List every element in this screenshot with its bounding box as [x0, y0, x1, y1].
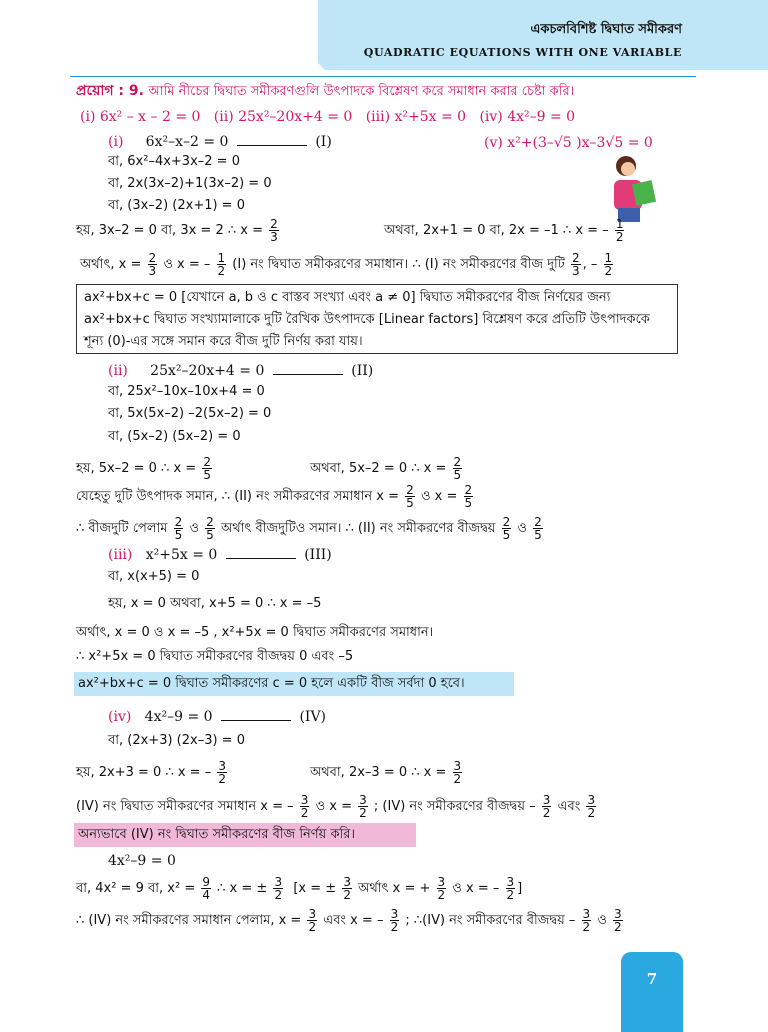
alt-step-1: 4x²–9 = 0: [108, 853, 176, 869]
fraction: $\frac{3}{2}$: [614, 907, 622, 934]
part-iii-solution: অর্থাৎ, x = 0 ও x = –5 , x²+5x = 0 দ্বিঘাত সমীকরণের সমাধান।: [76, 625, 434, 640]
fraction: $\frac{3}{2}$: [390, 907, 399, 934]
theory-line: ax²+bx+c দ্বিঘাত সংখ্যামালাকে দুটি রৈখিক উৎপাদকে [Linear factors] বিশ্লেষণ করে প্রতিটি উৎপাদককে: [84, 312, 650, 327]
fraction: $\frac{2}{3}$: [270, 217, 278, 244]
part-i-solution: [80, 252, 615, 277]
fraction: $\frac{3}{2}$: [218, 759, 226, 786]
alt-text: ও x = –: [452, 881, 500, 896]
reading-child-illustration: [600, 152, 664, 224]
c-zero-rule: ax²+bx+c = 0 দ্বিঘাত সমীকরণের c = 0 হলে একটি বীজ সর্বদা 0 হবে।: [78, 676, 465, 691]
alt-text: অর্থাৎ x = +: [358, 881, 431, 896]
case-text: অথবা, 5x–2 = 0 ∴ x =: [310, 461, 447, 476]
fraction: $\frac{3}{2}$: [308, 907, 317, 934]
alt-step-2: [76, 876, 522, 901]
alt-method-heading: অন্যভাবে (IV) নং দ্বিঘাত সমীকরণের বীজ নির্ণয় করি।: [78, 827, 356, 842]
part-i-eq: 6x²–x–2 = 0: [145, 134, 229, 150]
alt-text: ]: [517, 881, 523, 896]
sol-text: এবং: [557, 799, 581, 814]
fraction: $\frac{3}{2}$: [582, 907, 591, 934]
blank-line: [221, 710, 291, 721]
fraction: $\frac{3}{2}$: [587, 793, 596, 820]
problem-item: (i) 6x² – x – 2 = 0: [80, 109, 201, 125]
part-ii-label: (ii): [108, 363, 128, 379]
problem-item-v: (v) x²+(3–√5 )x–3√5 = 0: [484, 135, 653, 151]
sol-text: ও x = –: [163, 257, 211, 272]
part-ii-case2: [310, 456, 464, 481]
fraction: $\frac{2}{5}$: [453, 455, 462, 482]
fraction: $\frac{3}{2}$: [343, 875, 351, 902]
part-i-label: (i): [108, 134, 124, 150]
problem-item: (ii) 25x²–20x+4 = 0: [213, 109, 353, 125]
problem-heading: [76, 82, 574, 101]
alt-text: বা, 4x² = 9 বা, x² =: [76, 881, 196, 896]
fraction: $\frac{3}{2}$: [274, 875, 283, 902]
part-i-equation: [108, 133, 332, 151]
problem-item: (iii) x²+5x = 0: [365, 109, 467, 125]
part-iv-label: (iv): [108, 709, 132, 725]
part-iii-roots: ∴ x²+5x = 0 দ্বিঘাত সমীকরণের বীজদ্বয় 0 এবং –5: [76, 649, 354, 664]
alt-text: [x = ±: [293, 881, 337, 896]
fin-text: ও: [597, 913, 607, 928]
blank-line: [237, 135, 307, 146]
fraction: $\frac{3}{2}$: [437, 875, 446, 902]
fraction: $\frac{3}{2}$: [542, 793, 551, 820]
fraction: $\frac{3}{2}$: [300, 793, 309, 820]
part-ii-note2: [76, 516, 545, 541]
page-number-tab: [621, 952, 683, 1032]
case-text: হয়, 2x+3 = 0 ∴ x = –: [76, 765, 212, 780]
part-i-case1: [76, 218, 281, 243]
chapter-title-english: QUADRATIC EQUATIONS WITH ONE VARIABLE: [363, 46, 682, 59]
sol-text: (I) নং দ্বিঘাত সমীকরণের সমাধান। ∴ (I) নং সমীকরণের বীজ দুটি: [232, 257, 565, 272]
note-text: ∴ বীজদুটি পেলাম: [76, 521, 168, 536]
fraction: $\frac{3}{2}$: [506, 875, 515, 902]
fraction: $\frac{2}{5}$: [206, 515, 214, 542]
part-iv-solution: [76, 794, 598, 819]
header-diagonal: [255, 0, 325, 70]
part-ii-step: বা, 25x²–10x–10x+4 = 0: [108, 384, 265, 399]
part-iv-final: [76, 908, 625, 933]
sol-text: ; (IV) নং সমীকরণের বীজদ্বয় –: [373, 799, 536, 814]
note-text: ও x =: [420, 489, 458, 504]
part-i-step: বা, 2x(3x–2)+1(3x–2) = 0: [108, 176, 272, 191]
fraction: $\frac{2}{5}$: [174, 515, 183, 542]
blank-line: [226, 548, 296, 559]
part-iii-label: (iii): [108, 547, 133, 563]
part-iv-step: বা, (2x+3) (2x–3) = 0: [108, 733, 245, 748]
part-iii-step: বা, x(x+5) = 0: [108, 569, 200, 584]
theory-line: ax²+bx+c = 0 [যেখানে a, b ও c বাস্তব সংখ্যা এবং a ≠ 0] দ্বিঘাত সমীকরণের বীজ নির্ণয়ের জন্য: [84, 290, 611, 305]
fraction: $\frac{1}{2}$: [604, 251, 613, 278]
part-i-tag: (I): [315, 134, 332, 150]
part-i-step: বা, 6x²–4x+3x–2 = 0: [108, 154, 240, 169]
fraction: $\frac{2}{5}$: [502, 515, 511, 542]
part-iv-eq: 4x²–9 = 0: [144, 709, 213, 725]
part-ii-step: বা, 5x(5x–2) –2(5x–2) = 0: [108, 406, 272, 421]
part-iv-tag: (IV): [299, 709, 327, 725]
part-ii-step: বা, (5x–2) (5x–2) = 0: [108, 429, 241, 444]
sol-text: (IV) নং দ্বিঘাত সমীকরণের সমাধান x = –: [76, 799, 294, 814]
part-iii-cases: হয়, x = 0 অথবা, x+5 = 0 ∴ x = –5: [108, 596, 322, 611]
part-ii-tag: (II): [351, 363, 374, 379]
fraction: $\frac{2}{5}$: [406, 483, 414, 510]
fraction: $\frac{3}{2}$: [359, 793, 367, 820]
part-iv-case1: [76, 760, 229, 785]
part-iii-tag: (III): [304, 547, 332, 563]
note-text: যেহেতু দুটি উৎপাদক সমান, ∴ (II) নং সমীকরণের সমাধান x =: [76, 489, 400, 504]
page-number: 7: [646, 970, 658, 988]
part-ii-eq: 25x²–20x+4 = 0: [150, 363, 265, 379]
alt-text: ∴ x = ±: [217, 881, 268, 896]
blank-line: [273, 364, 343, 375]
fin-text: ∴ (IV) নং সমীকরণের সমাধান পেলাম, x =: [76, 913, 302, 928]
fin-text: ; ∴(IV) নং সমীকরণের বীজদ্বয় –: [405, 913, 576, 928]
part-i-case2: [384, 218, 626, 243]
note-text: অর্থাৎ বীজদুটিও সমান। ∴ (II) নং সমীকরণের বীজদ্বয়: [220, 521, 496, 536]
fraction: $\frac{9}{4}$: [202, 875, 210, 902]
case-text: অথবা, 2x–3 = 0 ∴ x =: [310, 765, 447, 780]
part-ii-equation: [108, 362, 373, 380]
fraction: $\frac{1}{2}$: [217, 251, 226, 278]
fin-text: এবং x = –: [323, 913, 384, 928]
chapter-title-bengali: একচলবিশিষ্ট দ্বিঘাত সমীকরণ: [530, 22, 682, 37]
fraction: $\frac{2}{5}$: [203, 455, 211, 482]
case-text: হয়, 3x–2 = 0 বা, 3x = 2 ∴ x =: [76, 223, 263, 238]
part-ii-case1: [76, 456, 214, 481]
part-iii-equation: [108, 546, 332, 564]
note-text: ও: [517, 521, 527, 536]
problem-label: প্রয়োগ : 9.: [76, 83, 144, 99]
problem-list: [80, 108, 575, 126]
fraction: $\frac{2}{5}$: [534, 515, 542, 542]
sol-text: , –: [582, 257, 598, 272]
theory-line: শূন্য (0)-এর সঙ্গে সমান করে বীজ দুটি নির্ণয় করা যায়।: [84, 334, 363, 349]
fraction: $\frac{2}{3}$: [148, 251, 157, 278]
part-i-step: বা, (3x–2) (2x+1) = 0: [108, 198, 245, 213]
part-ii-note1: [76, 484, 475, 509]
part-iv-case2: [310, 760, 464, 785]
fraction: $\frac{2}{3}$: [571, 251, 580, 278]
case-text: হয়, 5x–2 = 0 ∴ x =: [76, 461, 197, 476]
header-rule: [70, 76, 696, 77]
part-iii-eq: x²+5x = 0: [145, 547, 218, 563]
case-text: অথবা, 2x+1 = 0 বা, 2x = –1 ∴ x = –: [384, 223, 609, 238]
part-iv-equation: [108, 708, 326, 726]
fraction: $\frac{2}{5}$: [464, 483, 473, 510]
problem-item: (iv) 4x²–9 = 0: [479, 109, 576, 125]
note-text: ও: [189, 521, 200, 536]
sol-text: ও x =: [315, 799, 352, 814]
problem-instruction: আমি নীচের দ্বিঘাত সমীকরণগুলি উৎপাদকে বিশ্লেষণ করে সমাধান করার চেষ্টা করি।: [148, 84, 575, 99]
fraction: $\frac{3}{2}$: [453, 759, 462, 786]
fraction: $\frac{1}{2}$: [615, 217, 624, 244]
sol-text: অর্থাৎ, x =: [80, 257, 142, 272]
